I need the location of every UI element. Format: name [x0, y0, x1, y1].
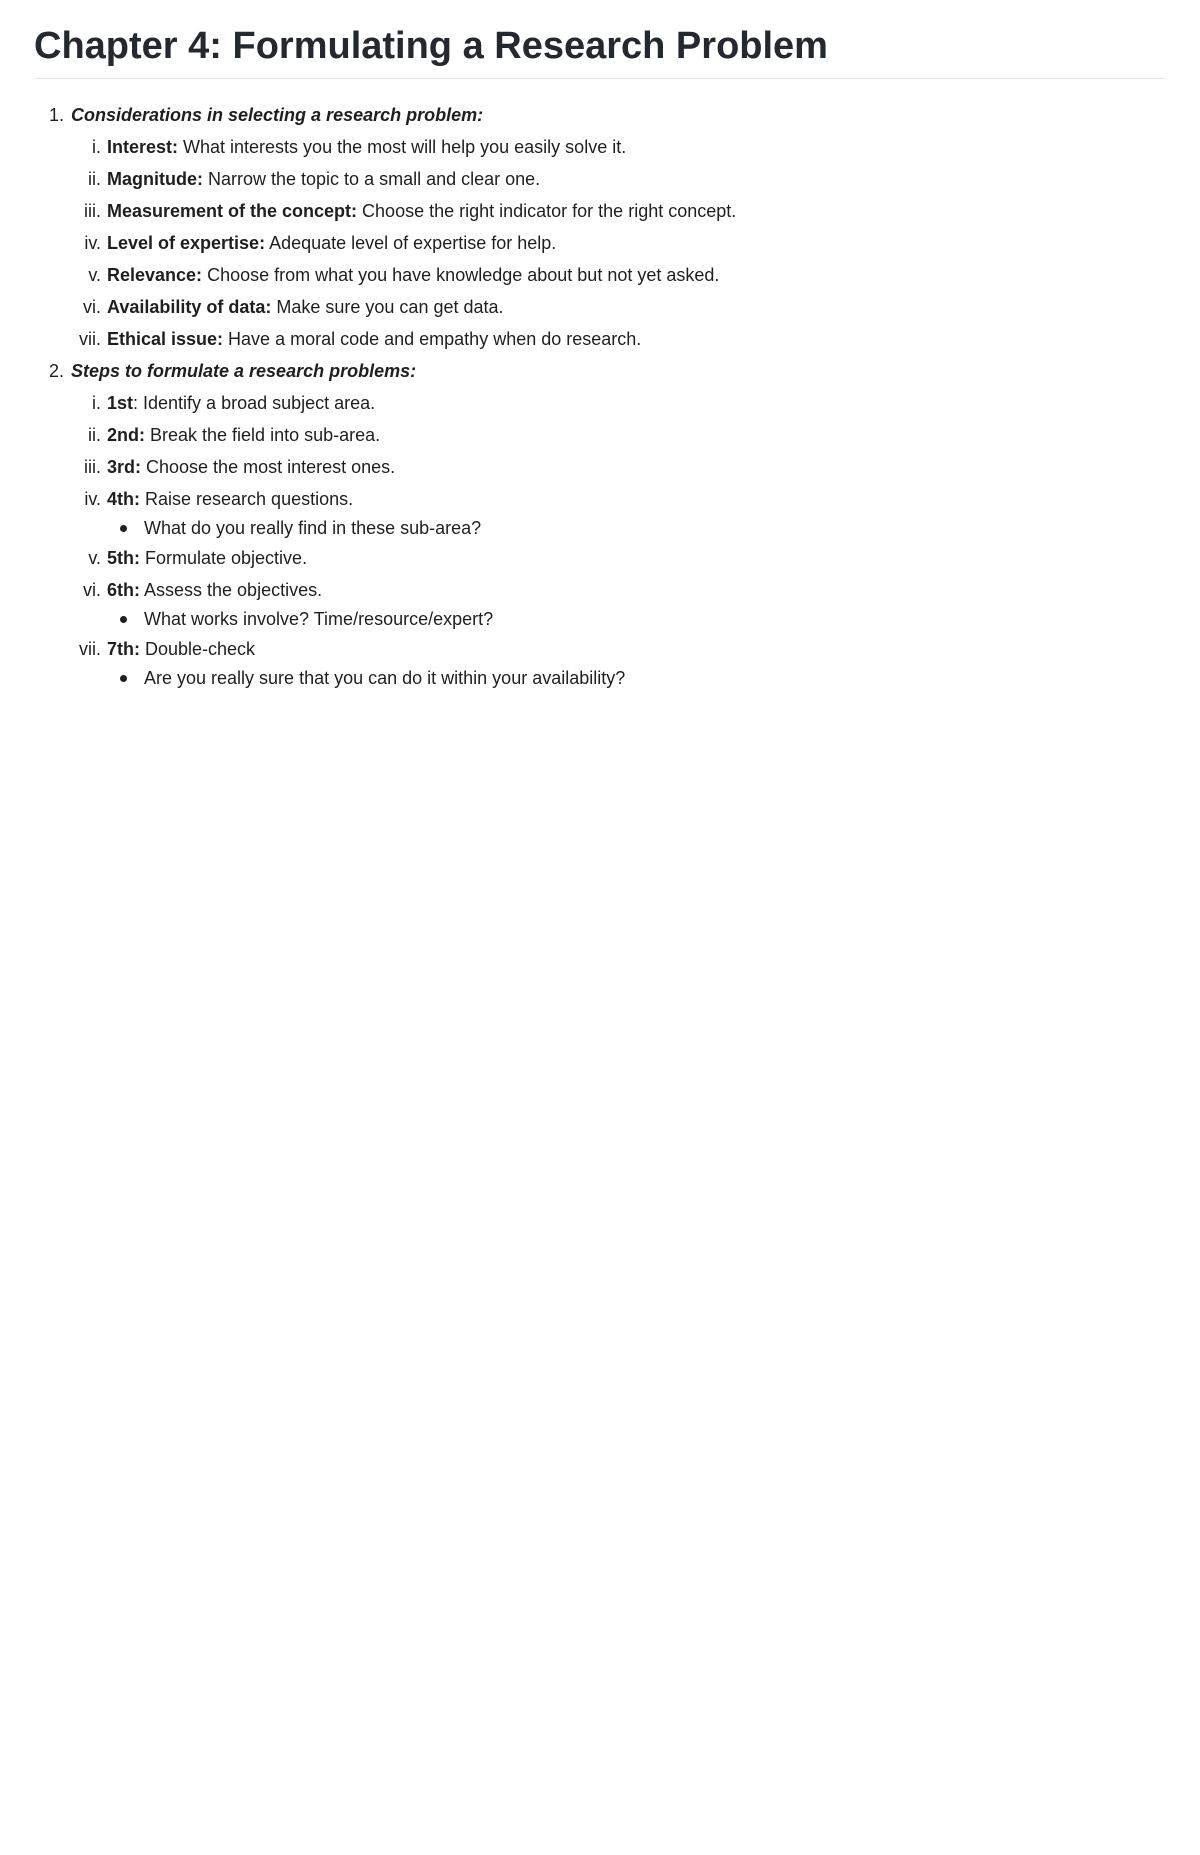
item-text: Narrow the topic to a small and clear one. [203, 168, 541, 189]
item-numeral: vii. [79, 638, 101, 659]
item-numeral: iii. [84, 456, 101, 477]
item-text: Choose the most interest ones. [141, 456, 396, 477]
item-numeral: vi. [83, 579, 101, 600]
item-term: Availability of data: [107, 296, 272, 317]
bullet-dot-icon [120, 616, 127, 623]
item-term: 7th: [107, 638, 140, 659]
item-numeral: iii. [84, 200, 101, 221]
list-item [71, 483, 1166, 542]
bullet-text: What works involve? Time/resource/expert? [144, 608, 494, 629]
section-number: 2. [48, 360, 64, 381]
item-numeral: i. [92, 136, 101, 157]
list-item [71, 195, 1166, 227]
item-term: 1st [107, 392, 134, 413]
steps-list [71, 387, 1166, 692]
item-numeral: vii. [79, 328, 101, 349]
list-item [71, 419, 1166, 451]
list-item [71, 542, 1166, 574]
item-numeral: v. [88, 547, 101, 568]
item-text: Formulate objective. [140, 547, 308, 568]
section-number: 1. [48, 104, 64, 125]
item-text: Double-check [140, 638, 256, 659]
item-term: 5th: [107, 547, 140, 568]
item-term: Measurement of the concept: [107, 200, 358, 221]
item-numeral: ii. [88, 168, 101, 189]
list-item [71, 633, 1166, 692]
bullet-list [107, 515, 1166, 542]
item-term: 3rd: [107, 456, 142, 477]
item-text: Raise research questions. [140, 488, 354, 509]
page-title: Chapter 4: Formulating a Research Problem [34, 20, 1166, 79]
list-item [71, 574, 1166, 633]
list-item [71, 227, 1166, 259]
item-term: 4th: [107, 488, 140, 509]
list-item [71, 387, 1166, 419]
section-item [34, 99, 1166, 355]
item-numeral: i. [92, 392, 101, 413]
bullet-text: Are you really sure that you can do it within your availability? [144, 667, 626, 688]
item-term: 2nd: [107, 424, 145, 445]
item-text: What interests you the most will help you easily solve it. [178, 136, 627, 157]
bullet-list [107, 665, 1166, 692]
item-term: Interest: [107, 136, 179, 157]
bullet-dot-icon [120, 525, 127, 532]
item-numeral: vi. [83, 296, 101, 317]
item-numeral: iv. [84, 488, 101, 509]
item-text: Choose from what you have knowledge about but not yet asked. [202, 264, 720, 285]
item-text: Break the field into sub-area. [145, 424, 381, 445]
item-term: Magnitude: [107, 168, 203, 189]
bullet-list [107, 606, 1166, 633]
bullet-dot-icon [120, 675, 127, 682]
item-term: Level of expertise: [107, 232, 266, 253]
item-term: Ethical issue: [107, 328, 224, 349]
item-numeral: v. [88, 264, 101, 285]
item-text: Adequate level of expertise for help. [265, 232, 557, 253]
consideration-list [71, 131, 1166, 355]
list-item [71, 259, 1166, 291]
item-term: Relevance: [107, 264, 203, 285]
item-text: Have a moral code and empathy when do research. [223, 328, 642, 349]
bullet-text: What do you really find in these sub-area? [144, 517, 482, 538]
section-title: Considerations in selecting a research problem: [71, 104, 484, 125]
item-text: Choose the right indicator for the right concept. [357, 200, 737, 221]
item-text: Assess the objectives. [140, 579, 323, 600]
item-numeral: ii. [88, 424, 101, 445]
list-item [71, 131, 1166, 163]
section-list [34, 99, 1166, 692]
item-term: 6th: [107, 579, 140, 600]
section-title: Steps to formulate a research problems: [71, 360, 417, 381]
item-text: : Identify a broad subject area. [133, 392, 376, 413]
document-page [0, 0, 1200, 692]
list-item [71, 323, 1166, 355]
item-numeral: iv. [84, 232, 101, 253]
list-item [71, 291, 1166, 323]
bullet-item [143, 515, 1166, 542]
bullet-item [143, 606, 1166, 633]
section-item [34, 355, 1166, 692]
bullet-item [143, 665, 1166, 692]
list-item [71, 451, 1166, 483]
list-item [71, 163, 1166, 195]
item-text: Make sure you can get data. [271, 296, 504, 317]
